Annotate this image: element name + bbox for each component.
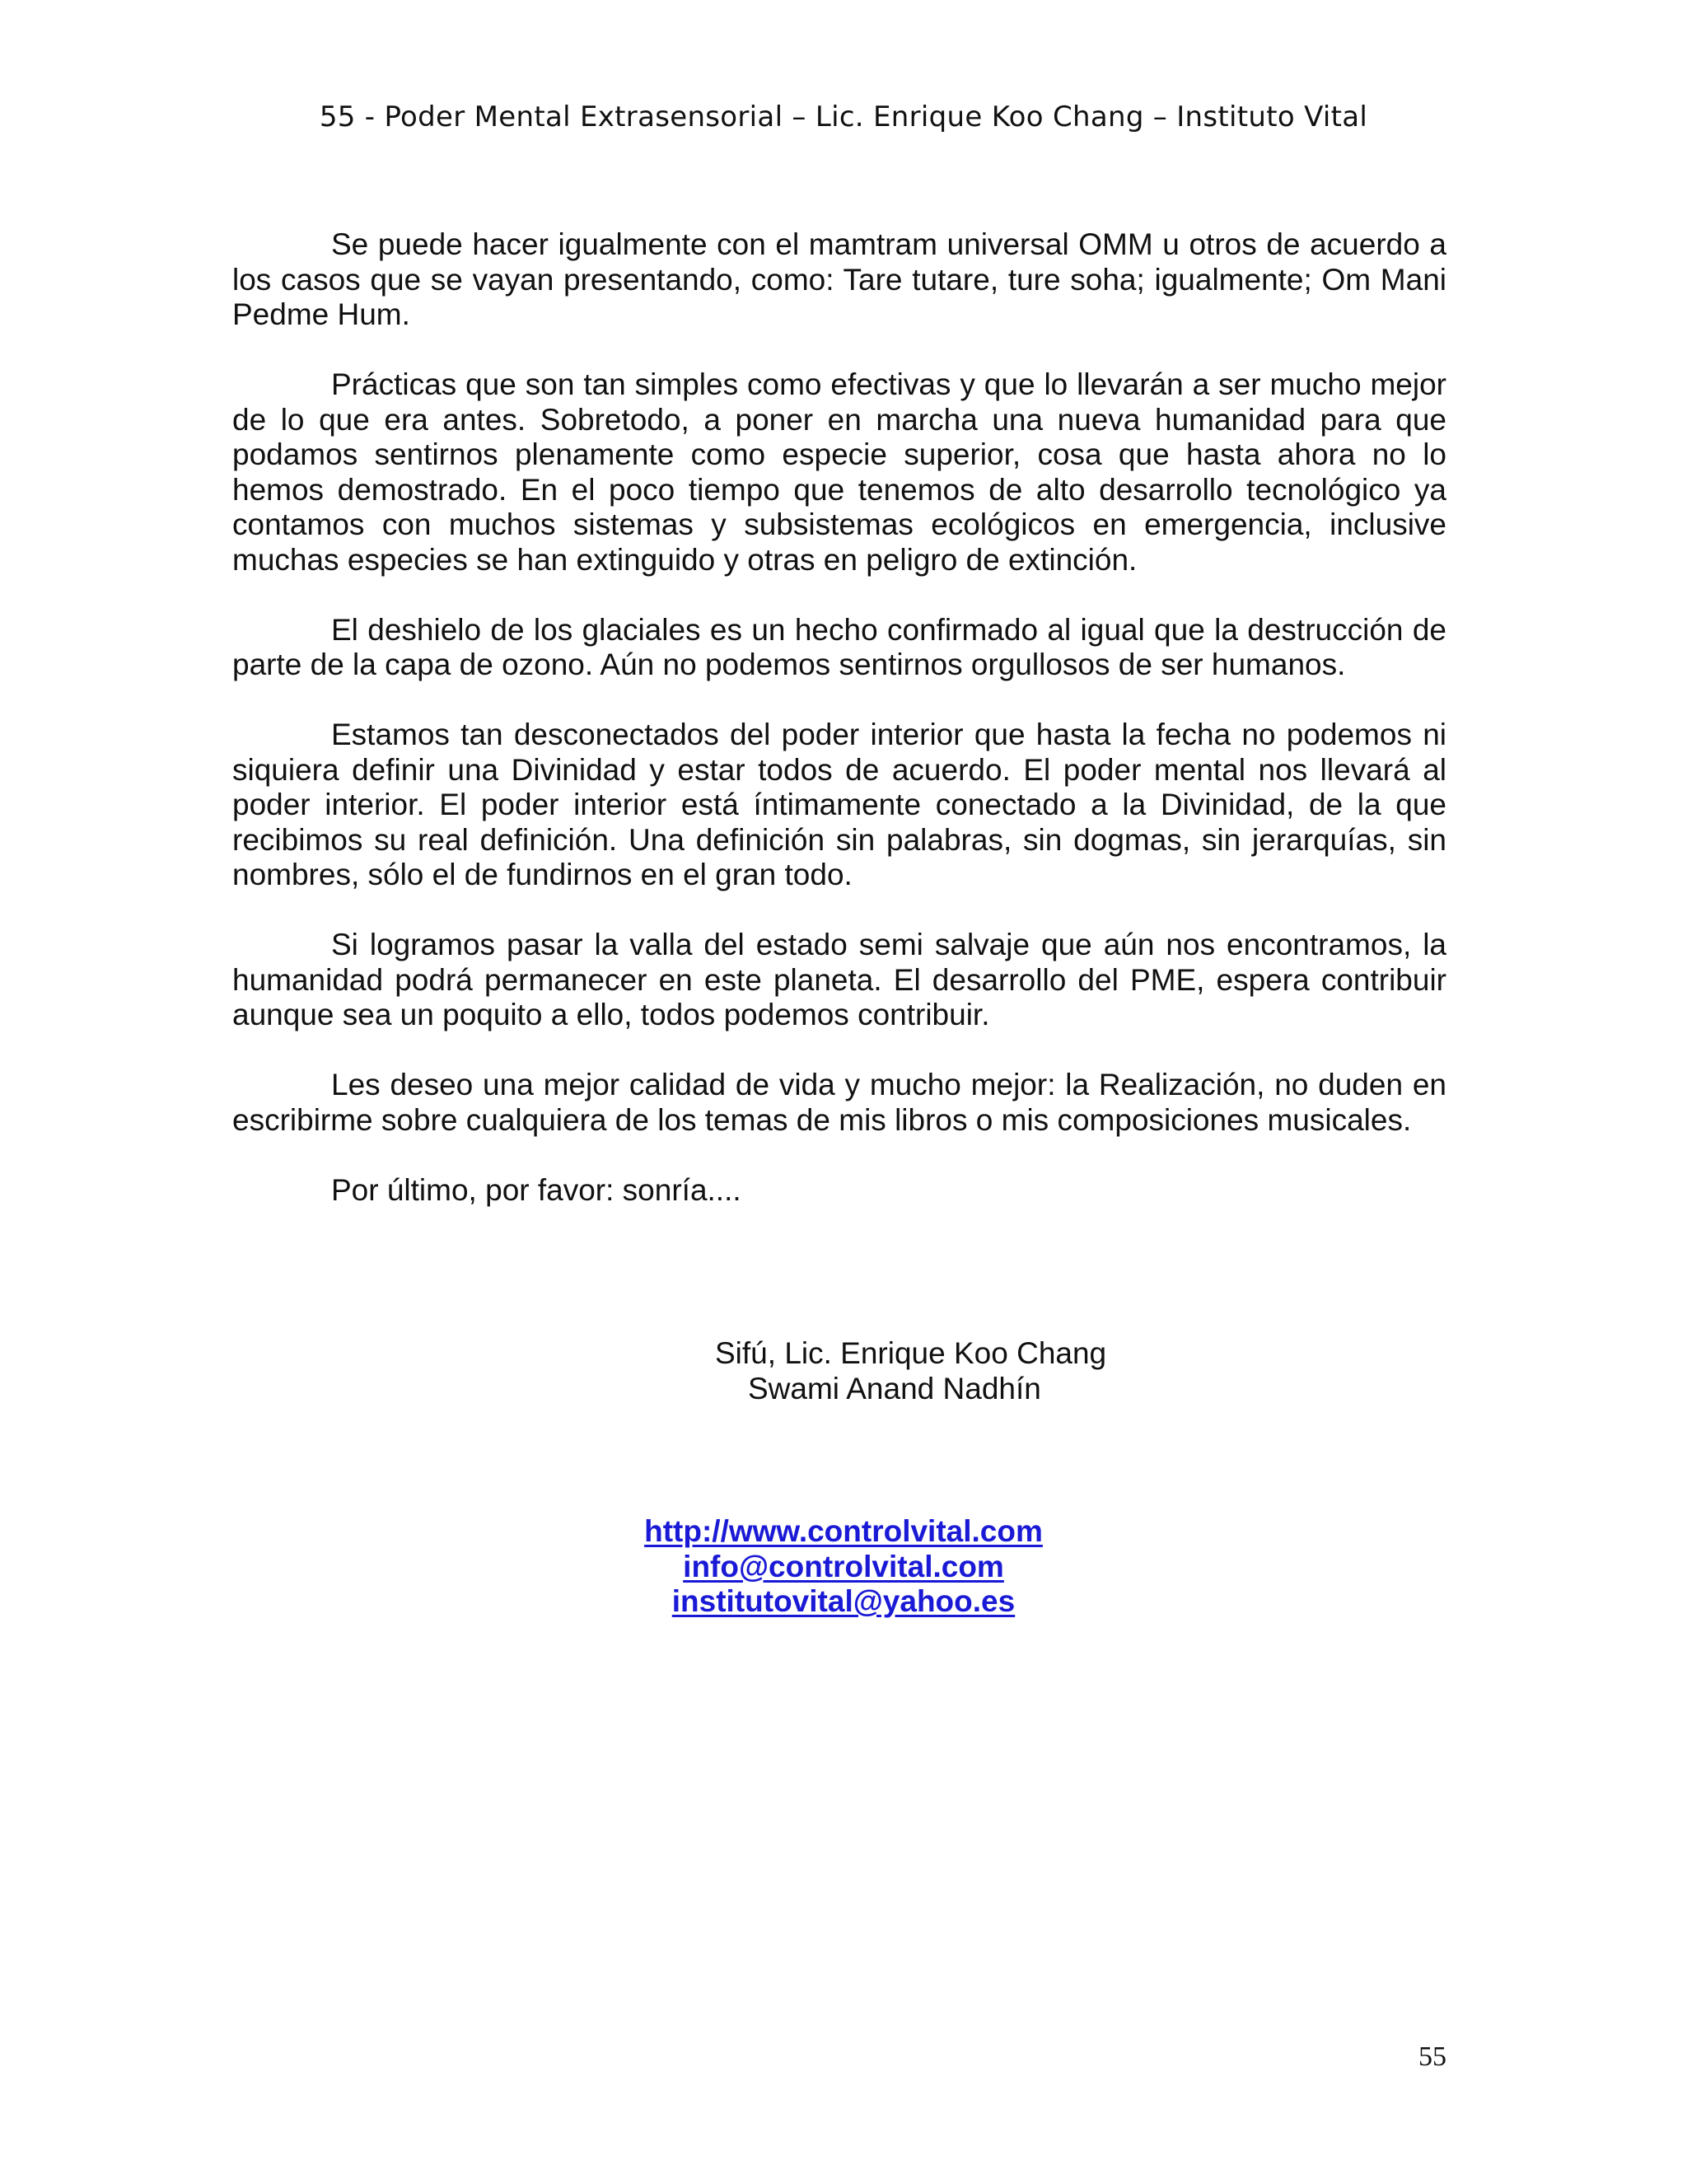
- website-link[interactable]: http://www.controlvital.com: [644, 1514, 1043, 1548]
- email-link-institutovital[interactable]: institutovital@yahoo.es: [671, 1584, 1016, 1618]
- paragraph-deshielo: El deshielo de los glaciales es un hecho confirmado al igual que la destrucción de parte de la capa de ozono. Aún no podemos sentirnos orgullosos de ser humanos.: [232, 612, 1446, 681]
- paragraph-sonria: Por último, por favor: sonría....: [331, 1172, 741, 1207]
- paragraph-humanidad: Si logramos pasar la valla del estado semi salvaje que aún nos encontramos, la humanidad podrá permanecer en este planeta. El desarrollo del PME, espera contribuir aunque sea un poquito a ello, todos podemos contribuir.: [232, 928, 1446, 1031]
- paragraph-practicas: Prácticas que son tan simples como efectivas y que lo llevarán a ser mucho mejor de lo que era antes. Sobretodo, a poner en marcha una nueva humanidad para que podamos sentirnos plenamente como especie superior, cosa que hasta ahora no lo hemos demostrado. En el poco tiempo que tenemos de alto desarrollo tecnológico ya contamos con muchos sistemas y subsistemas ecológicos en emergencia, inclusive muchas especies se han extinguido y otras en peligro de extinción.: [232, 367, 1446, 577]
- email-link-info[interactable]: info@controlvital.com: [683, 1549, 1004, 1583]
- paragraph-deseo: Les deseo una mejor calidad de vida y mucho mejor: la Realización, no duden en escribirme sobre cualquiera de los temas de mis libros o mis composiciones musicales.: [232, 1068, 1446, 1137]
- page-number: 55: [1418, 2041, 1446, 2072]
- contact-links: [0, 1514, 1687, 1620]
- signature-block: [708, 1336, 1203, 1406]
- paragraph-poder-interior: Estamos tan desconectados del poder interior que hasta la fecha no podemos ni siquiera definir una Divinidad y estar todos de acuerdo. El poder mental nos llevará al poder interior. El poder interior está íntimamente conectado a la Divinidad, de la que recibimos su real definición. Una definición sin palabras, sin dogmas, sin jerarquías, sin nombres, sólo el de fundirnos en el gran todo.: [232, 718, 1446, 891]
- signature-name: Sifú, Lic. Enrique Koo Chang: [715, 1336, 1107, 1370]
- body-text: [232, 227, 1446, 1243]
- page-header: 55 - Poder Mental Extrasensorial – Lic. Enrique Koo Chang – Instituto Vital: [319, 101, 1368, 133]
- paragraph-mantram: Se puede hacer igualmente con el mamtram universal OMM u otros de acuerdo a los casos que se vayan presentando, como: Tare tutare, ture soha; igualmente; Om Mani Pedme Hum.: [232, 227, 1446, 331]
- signature-alias: Swami Anand Nadhín: [748, 1371, 1041, 1405]
